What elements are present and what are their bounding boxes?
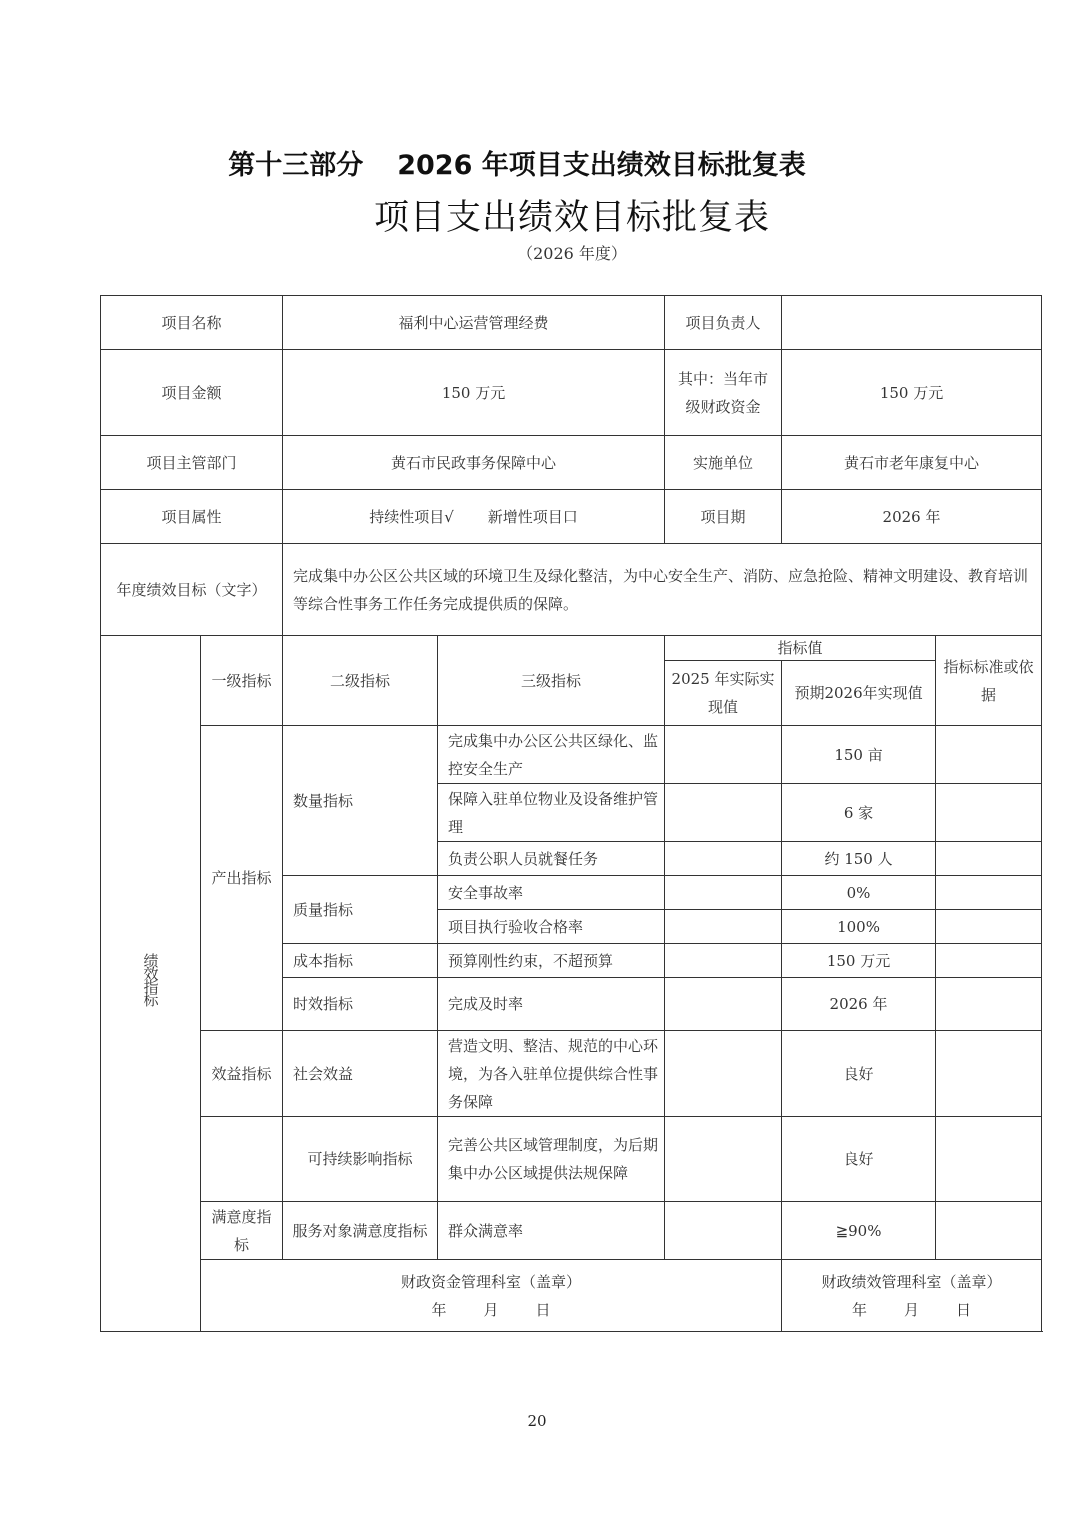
finance-performance-office-sign [782,1260,1042,1332]
standard-cell [936,944,1042,978]
level1-benefit: 效益指标 [201,1031,283,1117]
row-header-1 [101,636,1042,661]
row-project-amount [101,350,1042,436]
level3-cell: 负责公职人员就餐任务 [438,842,665,876]
standard-cell [936,876,1042,910]
project-amount-label: 项目金额 [101,350,283,436]
header-level2: 二级指标 [283,636,438,726]
expected-cell: ≧90% [782,1202,936,1260]
finance-fund-office-sign [201,1260,782,1332]
expected-cell: 良好 [782,1031,936,1117]
header-standard: 指标标准或依据 [936,636,1042,726]
row-signatures [101,1260,1042,1332]
level2-cost: 成本指标 [283,944,438,978]
attribute-label: 项目属性 [101,490,283,544]
level2-service: 服务对象满意度指标 [283,1202,438,1260]
part-title: 2026 年项目支出绩效目标批复表 [397,150,806,181]
indicator-row [101,1202,1042,1260]
header-level3: 三级指标 [438,636,665,726]
actual-cell [665,944,782,978]
project-leader-label: 项目负责人 [665,296,782,350]
actual-cell [665,1117,782,1202]
part-label: 第十三部分 [228,150,364,181]
level3-cell: 群众满意率 [438,1202,665,1260]
date-line: 年 月 日 [431,1300,551,1319]
expected-cell: 2026 年 [782,978,936,1031]
standard-cell [936,1117,1042,1202]
level3-cell: 营造文明、整洁、规范的中心环境，为各入驻单位提供综合性事务保障 [438,1031,665,1117]
standard-cell [936,726,1042,784]
level1-empty [201,1117,283,1202]
project-name-label: 项目名称 [101,296,283,350]
standard-cell [936,1031,1042,1117]
finance-fund-office-label: 财政资金管理科室（盖章） [401,1272,582,1291]
part-heading [0,143,1074,182]
level3-cell: 预算刚性约束，不超预算 [438,944,665,978]
row-attribute [101,490,1042,544]
department-value: 黄石市民政事务保障中心 [283,436,665,490]
actual-cell [665,784,782,842]
actual-cell [665,876,782,910]
department-label: 项目主管部门 [101,436,283,490]
project-amount-value: 150 万元 [283,350,665,436]
header-level1: 一级指标 [201,636,283,726]
level2-timeliness: 时效指标 [283,978,438,1031]
project-name-value: 福利中心运营管理经费 [283,296,665,350]
implementer-value: 黄石市老年康复中心 [782,436,1042,490]
level1-satisfaction: 满意度指标 [201,1202,283,1260]
city-fund-label: 其中：当年市级财政资金 [665,350,782,436]
finance-performance-office-label: 财政绩效管理科室（盖章） [821,1272,1002,1291]
annual-goal-label: 年度绩效目标（文字） [101,544,283,636]
expected-cell: 100% [782,910,936,944]
level2-quality: 质量指标 [283,876,438,944]
date-line: 年 月 日 [852,1300,972,1319]
standard-cell [936,1202,1042,1260]
indicator-row [101,1117,1042,1202]
main-title: 项目支出绩效目标批复表 [373,198,770,238]
expected-cell: 150 万元 [782,944,936,978]
project-leader-value [782,296,1042,350]
header-value-group: 指标值 [665,636,936,661]
row-annual-goal [101,544,1042,636]
standard-cell [936,910,1042,944]
period-label: 项目期 [665,490,782,544]
level3-cell: 完善公共区域管理制度，为后期集中办公区域提供法规保障 [438,1117,665,1202]
row-project-name [101,296,1042,350]
level1-output: 产出指标 [201,726,283,1031]
expected-cell: 0% [782,876,936,910]
level3-cell: 项目执行验收合格率 [438,910,665,944]
level3-cell: 保障入驻单位物业及设备维护管理 [438,784,665,842]
level2-quantity: 数量指标 [283,726,438,876]
standard-cell [936,784,1042,842]
indicator-row [101,1031,1042,1117]
performance-indicators-label: 绩效指标 [101,636,201,1332]
level2-sustainable: 可持续影响指标 [283,1117,438,1202]
standard-cell [936,978,1042,1031]
expected-cell: 6 家 [782,784,936,842]
attribute-continuing: 持续性项目√ [369,507,454,526]
actual-cell [665,910,782,944]
level3-cell: 完成及时率 [438,978,665,1031]
expected-cell: 良好 [782,1117,936,1202]
level3-cell: 完成集中办公区公共区绿化、监控安全生产 [438,726,665,784]
year-note: （2026 年度） [517,244,627,263]
actual-cell [665,842,782,876]
implementer-label: 实施单位 [665,436,782,490]
actual-cell [665,726,782,784]
annual-goal-value: 完成集中办公区公共区域的环境卫生及绿化整洁，为中心安全生产、消防、应急抢险、精神文明建设、教育培训等综合性事务工作任务完成提供质的保障。 [283,544,1042,636]
header-expected-2026: 预期2026年实现值 [782,661,936,726]
performance-target-table [100,295,1042,1332]
actual-cell [665,978,782,1031]
level3-cell: 安全事故率 [438,876,665,910]
page-number: 20 [527,1412,547,1430]
period-value: 2026 年 [782,490,1042,544]
standard-cell [936,842,1042,876]
actual-cell [665,1031,782,1117]
header-actual-2025: 2025 年实际实现值 [665,661,782,726]
attribute-new: 新增性项目口 [487,507,578,526]
expected-cell: 150 亩 [782,726,936,784]
row-department [101,436,1042,490]
indicator-row [101,726,1042,784]
level2-social: 社会效益 [283,1031,438,1117]
attribute-value [283,490,665,544]
actual-cell [665,1202,782,1260]
city-fund-value: 150 万元 [782,350,1042,436]
expected-cell: 约 150 人 [782,842,936,876]
